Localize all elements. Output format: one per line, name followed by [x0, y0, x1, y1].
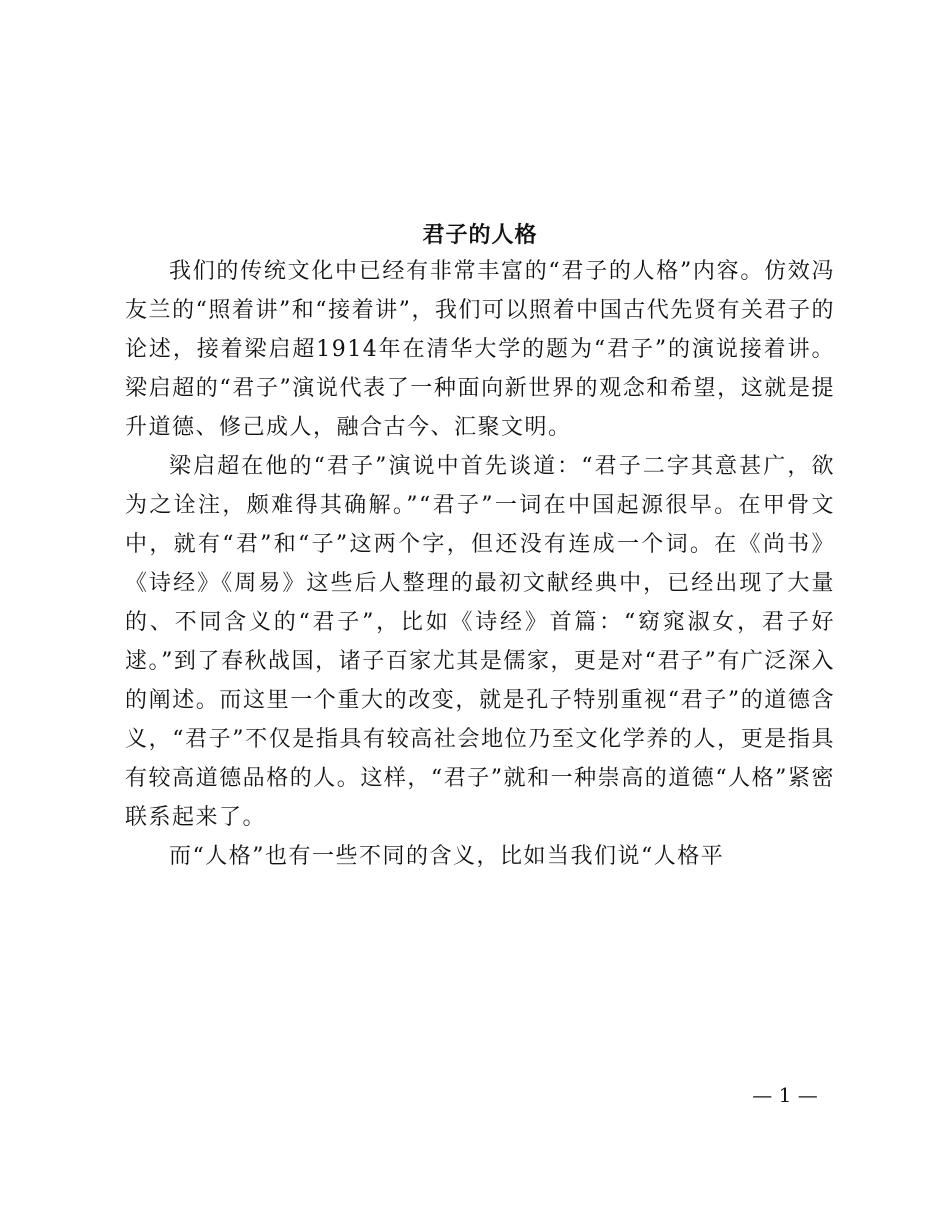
- paragraph-1: 我们的传统文化中已经有非常丰富的“君子的人格”内容。仿效冯友兰的“照着讲”和“接着讲”，我们可以照着中国古代先贤有关君子的论述，接着梁启超1914年在清华大学的题为“君子”的演说接着讲。梁启超的“君子”演说代表了一种面向新世界的观念和希望，这就是提升道德、修己成人，融合古今、汇聚文明。: [125, 259, 835, 440]
- document-title: 君子的人格: [422, 222, 538, 248]
- document-body: [125, 218, 835, 876]
- paragraph-3: 而“人格”也有一些不同的含义，比如当我们说“人格平: [169, 844, 725, 869]
- page-number: — 1 —: [752, 1083, 818, 1107]
- paragraph-2: 梁启超在他的“君子”演说中首先谈道：“君子二字其意甚广，欲为之诠注，颇难得其确解。”“君子”一词在中国起源很早。在甲骨文中，就有“君”和“子”这两个字，但还没有连成一个词。在《尚书》《诗经》《周易》这些后人整理的最初文献经典中，已经出现了大量的、不同含义的“君子”，比如《诗经》首篇：“窈窕淑女，君子好逑。”到了春秋战国，诸子百家尤其是儒家，更是对“君子”有广泛深入的阐述。而这里一个重大的改变，就是孔子特别重视“君子”的道德含义，“君子”不仅是指具有较高社会地位乃至文化学养的人，更是指具有较高道德品格的人。这样，“君子”就和一种崇高的道德“人格”紧密联系起来了。: [125, 454, 835, 830]
